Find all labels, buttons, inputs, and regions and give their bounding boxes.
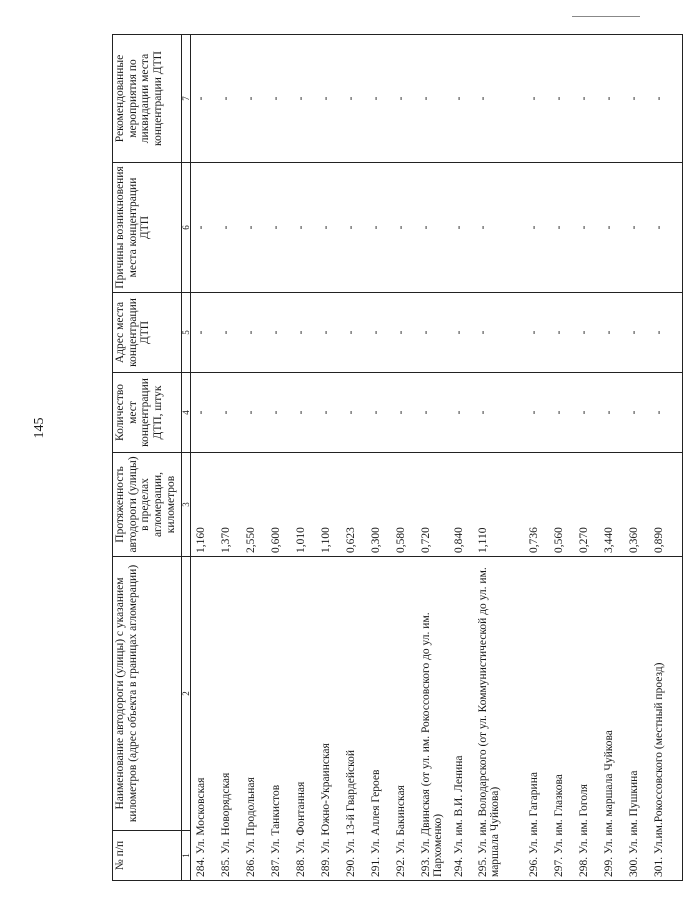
row-causes: -	[216, 163, 241, 293]
row-count: -	[191, 373, 216, 453]
row-causes: -	[291, 163, 316, 293]
table-row	[416, 35, 449, 881]
row-road-name: 284. Ул. Московская	[191, 557, 216, 881]
row-causes: -	[473, 163, 524, 293]
row-length: 0,300	[366, 453, 391, 557]
header-row	[113, 35, 182, 881]
row-address: -	[416, 293, 449, 373]
row-measures: -	[191, 35, 216, 163]
row-count: -	[391, 373, 416, 453]
row-length: 0,360	[624, 453, 649, 557]
row-address: -	[624, 293, 649, 373]
row-length: 0,560	[549, 453, 574, 557]
row-count: -	[316, 373, 341, 453]
row-causes: -	[241, 163, 266, 293]
row-road-name: 285. Ул. Новорядская	[216, 557, 241, 881]
row-measures: -	[316, 35, 341, 163]
column-number: 2	[182, 557, 191, 831]
row-causes: -	[341, 163, 366, 293]
row-causes: -	[266, 163, 291, 293]
row-count: -	[473, 373, 524, 453]
row-address: -	[599, 293, 624, 373]
row-length: 1,110	[473, 453, 524, 557]
row-road-name: 299. Ул. им. маршала Чуйкова	[599, 557, 624, 881]
row-address: -	[291, 293, 316, 373]
row-road-name: 287. Ул. Танкистов	[266, 557, 291, 881]
row-count: -	[524, 373, 549, 453]
column-number-row	[182, 35, 191, 881]
column-number: 5	[182, 293, 191, 373]
row-address: -	[241, 293, 266, 373]
row-address: -	[449, 293, 473, 373]
row-length: 1,010	[291, 453, 316, 557]
row-length: 1,370	[216, 453, 241, 557]
row-measures: -	[473, 35, 524, 163]
row-road-name: 298. Ул. им. Гоголя	[574, 557, 599, 881]
column-number: 7	[182, 35, 191, 163]
page-number: 145	[32, 417, 47, 439]
table-row	[599, 35, 624, 881]
table-row	[549, 35, 574, 881]
header-measures: Рекомендованные мероприятия по ликвидации места концентрации ДТП	[113, 35, 182, 163]
row-measures: -	[341, 35, 366, 163]
row-count: -	[574, 373, 599, 453]
row-address: -	[391, 293, 416, 373]
row-length: 2,550	[241, 453, 266, 557]
row-road-name: 295. Ул. им. Володарского (от ул. Коммунистической до ул. им. маршала Чуйкова)	[473, 557, 524, 881]
row-measures: -	[449, 35, 473, 163]
table-row	[191, 35, 216, 881]
row-count: -	[416, 373, 449, 453]
row-count: -	[599, 373, 624, 453]
row-address: -	[524, 293, 549, 373]
row-address: -	[191, 293, 216, 373]
row-length: 0,600	[266, 453, 291, 557]
row-road-name: 301. Ул.им.Рокоссовского (местный проезд)	[649, 557, 683, 881]
row-causes: -	[549, 163, 574, 293]
table-row	[574, 35, 599, 881]
row-road-name: 293. Ул. Двинская (от ул. им. Рокоссовского до ул. им. Пархоменко)	[416, 557, 449, 881]
row-causes: -	[599, 163, 624, 293]
row-length: 0,623	[341, 453, 366, 557]
row-measures: -	[266, 35, 291, 163]
row-measures: -	[216, 35, 241, 163]
row-measures: -	[649, 35, 683, 163]
row-address: -	[316, 293, 341, 373]
row-length: 0,890	[649, 453, 683, 557]
table-row	[524, 35, 549, 881]
row-address: -	[266, 293, 291, 373]
header-causes: Причины возникновения места концентрации ДТП	[113, 163, 182, 293]
row-measures: -	[524, 35, 549, 163]
table-row	[449, 35, 473, 881]
row-length: 0,840	[449, 453, 473, 557]
row-road-name: 292. Ул. Бакинская	[391, 557, 416, 881]
row-length: 1,100	[316, 453, 341, 557]
column-number: 4	[182, 373, 191, 453]
row-measures: -	[391, 35, 416, 163]
table-row	[391, 35, 416, 881]
scan-edge-line	[572, 16, 640, 17]
row-address: -	[216, 293, 241, 373]
header-count: Количество мест концентрации ДТП, штук	[113, 373, 182, 453]
table-body	[191, 35, 683, 881]
row-measures: -	[291, 35, 316, 163]
row-count: -	[549, 373, 574, 453]
row-count: -	[241, 373, 266, 453]
row-address: -	[473, 293, 524, 373]
row-address: -	[649, 293, 683, 373]
dtp-concentration-table	[112, 34, 683, 881]
column-number: 3	[182, 453, 191, 557]
header-road-name: Наименование автодороги (улицы) с указанием километров (адрес объекта в границах агломерации)	[113, 557, 182, 831]
table-row	[366, 35, 391, 881]
row-causes: -	[316, 163, 341, 293]
row-address: -	[341, 293, 366, 373]
column-number: 6	[182, 163, 191, 293]
row-road-name: 300. Ул. им. Пушкина	[624, 557, 649, 881]
row-causes: -	[649, 163, 683, 293]
column-number: 1	[182, 831, 191, 881]
row-length: 3,440	[599, 453, 624, 557]
row-length: 0,736	[524, 453, 549, 557]
row-measures: -	[624, 35, 649, 163]
row-causes: -	[524, 163, 549, 293]
header-no: № п/п	[113, 831, 182, 881]
row-road-name: 294. Ул. им. В.И. Ленина	[449, 557, 473, 881]
row-address: -	[549, 293, 574, 373]
row-count: -	[366, 373, 391, 453]
row-address: -	[366, 293, 391, 373]
row-road-name: 289. Ул. Южно-Украинская	[316, 557, 341, 881]
row-causes: -	[416, 163, 449, 293]
row-road-name: 296. Ул. им. Гагарина	[524, 557, 549, 881]
row-length: 0,720	[416, 453, 449, 557]
row-causes: -	[391, 163, 416, 293]
row-causes: -	[449, 163, 473, 293]
row-length: 0,580	[391, 453, 416, 557]
row-measures: -	[599, 35, 624, 163]
row-count: -	[449, 373, 473, 453]
row-road-name: 288. Ул. Фонтанная	[291, 557, 316, 881]
row-count: -	[649, 373, 683, 453]
table-row	[241, 35, 266, 881]
row-road-name: 297. Ул. им. Глазкова	[549, 557, 574, 881]
table-row	[291, 35, 316, 881]
row-measures: -	[366, 35, 391, 163]
table-row	[266, 35, 291, 881]
table-row	[649, 35, 683, 881]
table-row	[216, 35, 241, 881]
table-row	[473, 35, 524, 881]
header-address: Адрес места концентрации ДТП	[113, 293, 182, 373]
row-measures: -	[549, 35, 574, 163]
row-count: -	[266, 373, 291, 453]
header-length: Протяженность автодороги (улицы) в пределах агломерации, километров	[113, 453, 182, 557]
row-count: -	[341, 373, 366, 453]
row-road-name: 291. Ул. Аллея Героев	[366, 557, 391, 881]
row-count: -	[291, 373, 316, 453]
row-road-name: 290. Ул. 13-й Гвардейской	[341, 557, 366, 881]
row-address: -	[574, 293, 599, 373]
row-count: -	[624, 373, 649, 453]
row-causes: -	[191, 163, 216, 293]
row-measures: -	[574, 35, 599, 163]
row-measures: -	[416, 35, 449, 163]
row-length: 0,270	[574, 453, 599, 557]
row-count: -	[216, 373, 241, 453]
rotated-table-wrapper	[112, 35, 665, 881]
row-road-name: 286. Ул. Продольная	[241, 557, 266, 881]
row-length: 1,160	[191, 453, 216, 557]
table-row	[341, 35, 366, 881]
row-causes: -	[574, 163, 599, 293]
row-causes: -	[366, 163, 391, 293]
row-causes: -	[624, 163, 649, 293]
table-row	[316, 35, 341, 881]
row-measures: -	[241, 35, 266, 163]
table-row	[624, 35, 649, 881]
